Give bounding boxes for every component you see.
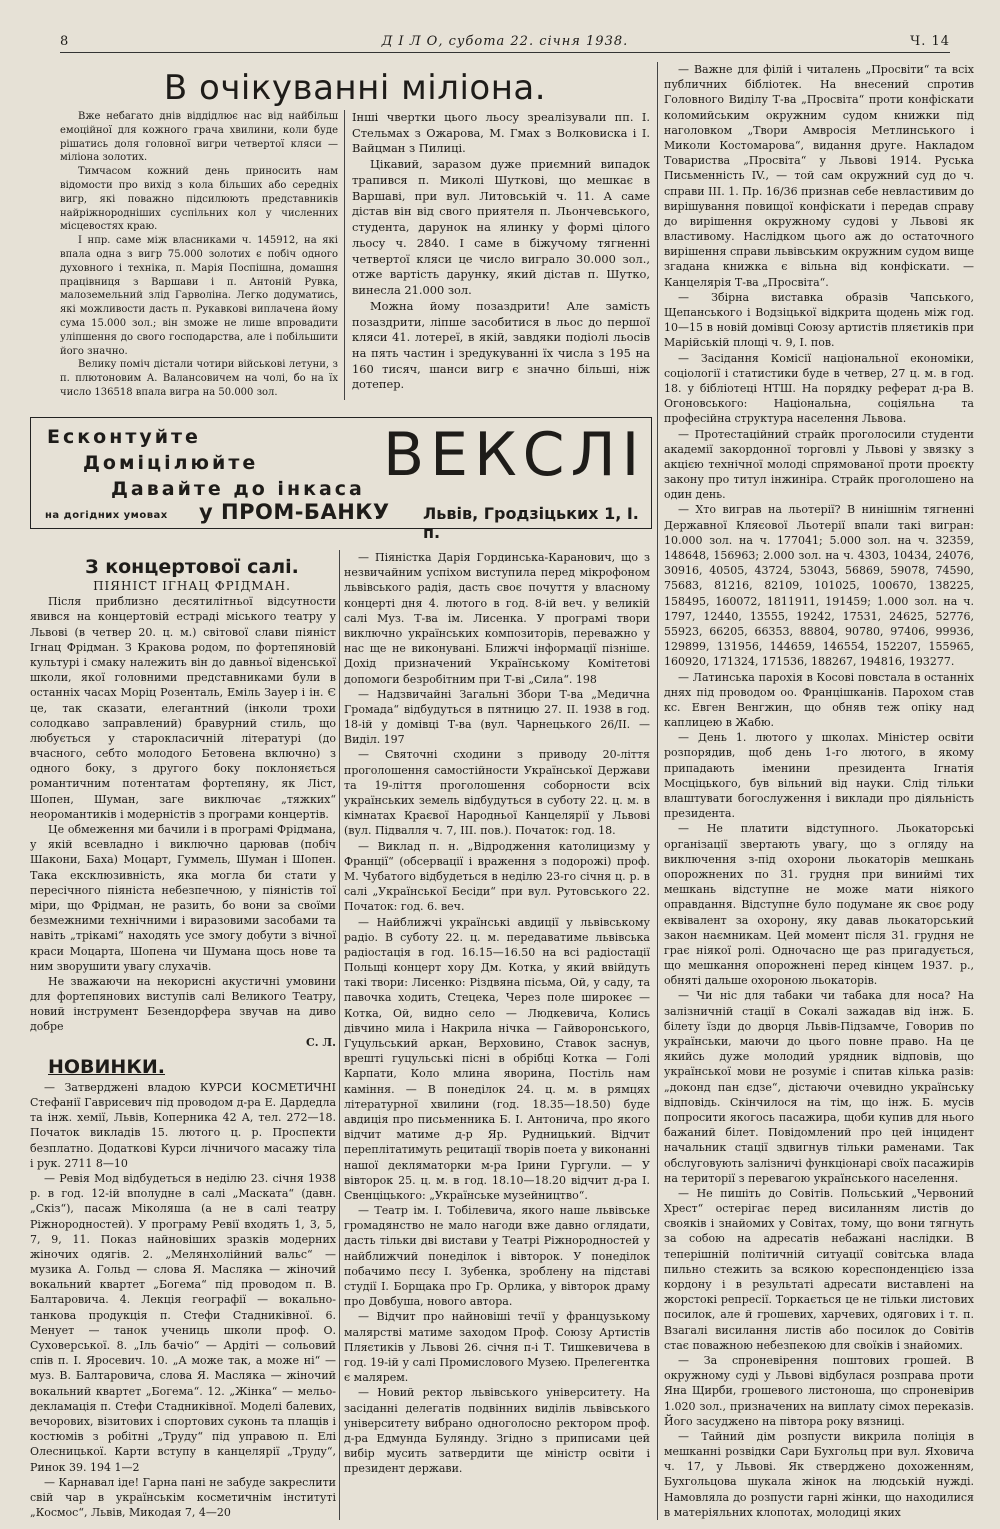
- column-rule: [657, 62, 658, 1520]
- news-item: — Хто виграв на льотерії? В нинішнім тягненні Державної Кляєової Льотерії впали такі вигран: 10.000 зол. на ч. 177041; 5.000 зол. на ч. 32359, 148648, 156963; 2.000 зол. на ч. 4303, 10434, 24076, 30916, 40505, 43724, 53043, 56869, 59078, 74590, 75683, 81216, 82109, 101025, 100670, 138225, 158495, 160072, 1811911, 191459; 1.000 зол. на ч. 1797, 12440, 13555, 19242, 17531, 24625, 52776, 55923, 66205, 66353, 88804, 90780, 97406, 99936, 129899, 131956, 144659, 146554, 152207, 155965, 160920, 171324, 171536, 188267, 194816, 193277.: [664, 503, 974, 669]
- concert-paragraph: Після приблизно десятилітньої відсутности явився на концертовій естраді міського театру у Львові (в четвер 20. ц. м.) світової слави піяніст Ігнац Фрідман. З Кракова родом, по фортепяновій культурі і смаку належить він до давньої віденської школи, якої головними представниками були в останніх часах Моріц Розенталь, Еміль Зауер і ін. Є це, так сказати, елегантний (інколи трохи солодкаво заправлений) бравурний стиль, що любується у старокласичній літературі (до вчасного, себто молодого Бетовена включно) з одного боку, з другого боку поклоняється романтичним потентатам фортепяну, як Ліст, Шопен, Шуман, заге виключає „тяжких“ неоромантиків і модерністів з програми концертів.: [30, 595, 336, 821]
- ad-headline-bills: ВЕКСЛІ: [383, 420, 646, 490]
- concert-subtitle: ПІЯНІСТ ІГНАЦ ФРІДМАН.: [93, 579, 291, 593]
- news-item: — Святочні сходини з приводу 20-ліття проголошення самостійности Української Держави та 19-ліття проголошення соборности всіх українських земель відбудуться в суботу 22. ц. м. в кімнатах Краєвої Народньої Канцелярії у Львові (вул. Підвалля ч. 7, III. пов.). Початок: год. 18.: [344, 748, 650, 838]
- news-item: — Не пишіть до Совітів. Польський „Червоний Хрест“ остерігає перед висиланням листів до свояків і знайомих у Совітах, тому, що вони тягнуть за собою на адресатів небажані наслідки. В теперішній політичній ситуації совітська влада пильно стежить за всякою кореспонденцією ізза кордону і в результаті адресати виставлені на жорстокі репресії. Торкається це не тільки листових посилок, але й грошевих, харчевих, одягових і т. п. Взагалі висилання листів або посилок до Совітів стає поважною небезпекою для своїків і знайомих.: [664, 1186, 974, 1352]
- ad-terms: на догідних умовах: [45, 510, 168, 521]
- concert-signature: С. Л.: [306, 1035, 336, 1049]
- concert-title: З концертової салі.: [85, 556, 299, 578]
- news-item: — Латинська парохія в Косові повстала в останніх днях під проводом оо. Францішканів. Парохом став кс. Евген Венгжин, що обняв теж опіку над каплицею в Жабю.: [664, 670, 974, 730]
- lottery-column-right: [352, 110, 650, 393]
- column-rule: [339, 550, 340, 1520]
- concert-paragraph: Не зважаючи на некорисні акустичні умовини для фортепянових виступів салі Великого Театру, новий інструмент Безендорфера звучав на диво добре: [30, 974, 336, 1034]
- column-rule: [344, 110, 345, 400]
- lottery-paragraph: Цікавий, заразом дуже приємний випадок трапився п. Миколі Шутковi, що мешкає в Варшаві, при вул. Литовській ч. 11. А саме дістав він від свого приятеля п. Льончевського, студента, дарунок на ялинку у формі цілого льосу ч. 2840. І саме в біжучому тягненні четвертої кляси це число виграло 30.000 зол., отже вартість дарунку, який дістав п. Шутко, винесла 21.000 зол.: [352, 157, 650, 298]
- lottery-paragraph: Можна йому позаздрити! Але замість позаздрити, ліпше засобитися в льос до першої кляси 41. лотереї, в якій, завдяки подіолі льосів на пять частин і зредукуванні їх числа з 195 на 160 тисяч, шанси вигр є значно більші, ніж дотепер.: [352, 298, 650, 392]
- news-item: — Новий ректор львівського університету. На засіданні делегатів подвінних виділів львівського університету вибрано одноголосно ректором проф. д-ра Едмунда Булянду. Згідно з приписами цей вибір мусить затвердити ще міністр освіти і президент держави.: [344, 1386, 650, 1476]
- news-title: НОВИНКИ.: [48, 1055, 165, 1078]
- lottery-paragraph: Інші чвертки цього льосу зреалізували пп. І. Стельмах з Ожарова, М. Гмах з Волковиска і І. Вайцман з Пилиці.: [352, 110, 650, 156]
- ad-address: Львів, Гродзіцьких 1, І. п.: [423, 504, 639, 542]
- news-item: — Театр ім. І. Тобілевича, якого наше львівське громадянство не мало нагоди вже давно оглядати, дасть тільки дві вистави у Театрі Ріжнородностей у найближчий понеділок і вівторок. У понеділок побачимо пєсу І. Зубенка, зроблену на підставі студії І. Борщака про Гр. Орлика, у вівторок драму про Довбуша, нового автора.: [344, 1204, 650, 1309]
- ad-line-domicile: Доміцілюйте: [83, 452, 259, 474]
- news-item: — Протестаційний страйк проголосили студенти академії закордонної торговлі у Львові у звязку з акцією технічної молоді спрямованої проти проєкту закону про титул інжиніра. Страйк проголошено на один день.: [664, 427, 974, 502]
- bank-advertisement: [30, 417, 652, 542]
- news-item: — Не платити відступного. Льокаторські організації звертають увагу, що з огляду на виключення з-під охорони льокаторів мешкань опорожнених по 31. грудня при виниймі тих мешкань відступне не може мати ніякого оправдання. Відступне було подумане як своє роду еквівалент за охорону, яку давав льокаторський закон наємникам. Цей момент після 31. грудня не грає ніякої ролі. Одночасно ще раз пригадується, що мешкання опорожнені перед кінцем 1937. р., обняті дальше охороною льокаторів.: [664, 822, 974, 988]
- ad-line-collection: Давайте до інкаса: [111, 478, 365, 500]
- ad-line-discount: Есконтуйте: [47, 426, 201, 448]
- masthead-date: Д І Л О, субота 22. січня 1938.: [381, 34, 629, 49]
- news-item: — Надзвичайні Загальні Збори Т-ва „Медична Громада“ відбудуться в пятницю 27. II. 1938 в год. 18-ій у домівці Т-ва (вул. Чарнецького 26/II. — Виділ. 197: [344, 687, 650, 747]
- lottery-paragraph: Велику поміч дістали чотири військові летуни, з п. плютоновим А. Валансовичем на чолі, бо на їх число 136518 впала вигра на 50.000 зол.: [60, 359, 338, 398]
- news-item: — Важне для філій і читалень „Просвіти“ та всіх публичних бібліотек. На внесений спротив Головного Виділу Т-ва „Просвіта“ проти конфіскати коломийським окружним судом книжки під наголовком „Твори Амвросія Метлинського і Миколи Костомарова“, видання друге. Накладом Товариства „Просвіта“ у Львові 1914. Руська Письменність IV., — той сам окружний суд до ч. справи III. 1. Пр. 16/36 признав себе невластивим до вирішування повищої конфіскати і передав справу до вирішення окружному судові у Львові як властивому. Наслідком цього аж до остаточного вирішення справи львівським окружним судом вище згадана книжка є вільна від конфіскати. — Канцелярія Т-ва „Просвіта“.: [664, 63, 974, 289]
- news-item: — Ревія Мод відбудеться в неділю 23. січня 1938 р. в год. 12-ій вполудне в салі „Маската“ (давн. „Скіз“), пасаж Міколяша (а не в салі театру Ріжнородностей). У програму Ревії входять 1, 3, 5, 7, 9, 11. Показ найновіших зразків модерних жіночих одягів. 2. „Мелянхолійний вальс“ — музика А. Гольд — слова Я. Масляка — жіночий вокальний квартет „Богема“ під проводом п. В. Балтаровича. 4. Лекція географії — вокально-танкова продукція п. Стефи Стадниківної. 6. Менует — танок учениць школи проф. О. Суховерської. 8. „Іль бачіо“ — Ардіті — сольовий спів п. І. Яросевич. 10. „А може так, а може ні“ — муз. В. Балтаровича, слова Я. Масляка — жіночий вокальний квартет „Богема“. 12. „Жінка“ — мельо-декламація п. Стефи Стадниківної. Моделі балевих, вечорових, візитових і спортових суконь та плащів і костюмів з робітні „Труду“ під управою п. Елі Олесницької. Карти вступу в канцелярії „Труду“, Ринок 39. 194 1—2: [30, 1171, 336, 1474]
- news-item: — Збірна виставка образів Чапського, Щепанського і Водзіцької відкрита щодень між год. 10—15 в новій домівці Союзу артистів пляєтиків при Марійській площі ч. 9, І. пов.: [664, 290, 974, 350]
- page-number: 8: [60, 34, 70, 49]
- left-column: [30, 555, 336, 1520]
- news-item: — Затверджені владою КУРСИ КОСМЕТИЧНІ Стефанії Гаврисевич під проводом д-ра Е. Дардедла та інж. хемії, Львів, Коперника 42 А, тел. 272—18. Початок викладів 15. лютого ц. р. Проспекти безплатно. Додаткові Курси лічничого масажу тіла і рук. 2711 8—10: [30, 1080, 336, 1170]
- right-column: [664, 62, 974, 1520]
- news-item: — День 1. лютого у школах. Міністер освіти розпорядив, щоб день 1-го лютого, в якому припадають іменини президента Ігнатія Мосціцького, був вільний від науки. Слід тільки влаштувати богослуження і виклади про діяльність президента.: [664, 731, 974, 821]
- page-header: [60, 34, 950, 53]
- lottery-paragraph: Тимчасом кожний день приносить нам відомости про вихід з кола більших або середніх вигр, які поважно підсилюють представників найріжнородніших суспільних кол у численних місцевостях краю.: [60, 166, 338, 233]
- news-item: — Відчит про найновіші течії у французькому малярстві матиме заходом Проф. Союзу Артистів Пляєтиків у Львові 26. січня п-і Т. Тишкевичева в год. 19-ій у салі Промислового Музею. Прелегентка є малярем.: [344, 1310, 650, 1385]
- news-item: — Карнавал іде! Гарна пані не забуде закреслити свій чар в українськім косметичнім інституті „Космос“, Львів, Микодая 7, 4—20: [30, 1475, 336, 1520]
- news-item: — Тайний дім розпусти викрила поліція в мешканні розвідки Сари Бухгольц при вул. Яховича ч. 17, у Львові. Як стверджено дохоженням, Бухгольцова шукала жінок на людській нужді. Намовляла до розпусти гарні жінки, що находилися в матеріяльних клопотах, молодиці яких: [664, 1429, 974, 1519]
- lottery-headline: В очікуванні міліона.: [163, 68, 547, 108]
- news-item: — Чи ніс для табаки чи табака для носа? На залізничній стації в Сокалі зажадав від інж. Б. білету їзди до дворця Львів-Підзамче, Говорив по українськи, маючи до цього повне право. На це якийсь дуже молодий урядник відповів, що української мови не розуміє і спитав кілька разів: „доконд пан єдзе“, дістаючи очевидно українську відповідь. Скінчилося на тім, що інж. Б. мусів попросити якогось пасажира, щоби купив для нього бажаний білет. Повідомлений про цей інцидент начальник стації здвигнув тільки раменами. Так обслуговують залізничі функціонарі своїх пасажирів на території з перевагою українського населення.: [664, 989, 974, 1185]
- news-item: — Найближчі українські авдиції у львівському радіо. В суботу 22. ц. м. передаватиме львівська радіостація в год. 16.15—16.50 на всі радіостації Польщі концерт хору Дм. Котка, у який ввійдуть такі твори: Лисенко: Різдвяна пісьма, Ой, у саду, та павочка ходить, Стецека, Через поле широкеє — Котка, Ой, видно село — Людкевича, Колись дівчино мила і Накрила нічка — Гайворонського, Гуцульський аркан, Верховино, Ставок заснув, врешті гуцульські пісні в обрібці Котка — Голі Карпати, Коло млина яворина, Постіль нам каміння. — В понеділок 24. ц. м. в рямцях літературної хвилини (год. 18.35—18.50) буде авдиція про письменника Б. І. Антонича, про якого відчит матиме д-р Яр. Рудницький. Відчит переплітатимуть рецитації творів поета у виконанні нашої декляматорки м-ра Ірини Гургули. — У вівторок 25. ц. м. в год. 18.10—18.20 відчит д-ра І. Свенціцького: „Українське музейництво“.: [344, 915, 650, 1202]
- news-item: — За спроневірення поштових грошей. В окружному суді у Львові відбулася розправа проти Яна Щирби, грошевого листоноша, що спроневірив 1.020 зол., призначених на виплату сімох переказів. Його засуджено на півтора року вязниці.: [664, 1353, 974, 1428]
- ad-bank-name: у ПРОМ-БАНКУ: [199, 500, 390, 524]
- lottery-column-left: [60, 110, 338, 400]
- lottery-paragraph: Вже небагато днів віддідлює нас від найбільш емоційної для кожного грача хвилини, коли буде рішатись доля головної вигри четвертої кляси — міліона золотих.: [60, 111, 338, 164]
- issue-number: Ч. 14: [910, 34, 950, 49]
- news-item: — Засідання Комісії національної економіки, соціології і статистики буде в четвер, 27 ц. м. в год. 18. у бібліотеці НТШ. На порядку реферат д-ра В. Огоновського: Національна, соціяльна та професійна структура населення Львова.: [664, 351, 974, 426]
- news-item: — Виклад п. н. „Відродження католицизму у Франції“ (обсервації і враження з подорожі) проф. М. Чубатого відбудеться в неділю 23-го січня ц. р. в салі „Української Бесіди“ при вул. Рутовського 22. Початок: год. 6. веч.: [344, 839, 650, 914]
- news-item: — Піяністка Дарія Гординська-Каранович, що з незвичайним успіхом виступила перед мікрофоном львівського радія, дасть своє почуття у власному концерті дня 4. лютого в год. 8-ій веч. у великій салі Муз. Т-ва ім. Лисенка. У програмі твори виключно українських композиторів, переважно у нас ще не виконувані. Ближчі інформації пізніше. Дохід призначений Українському Комітетові допомоги безробітним при Т-ві „Сила“. 198: [344, 551, 650, 686]
- concert-paragraph: Це обмеження ми бачили і в програмі Фрідмана, у якій всевладно і виключно царював (побіч Шакони, Баха) Моцарт, Гуммель, Шуман і Шопен. Така ексклюзивність, яка могла би стати у пересічного піяніста небезпечною, у піяністів тої міри, що Фрідман, не разить, бо вони за своїми безмежними технічними і виразовими засобами та навіть „трікамі“ находять усе змогу добути з вічної краси Моцарта, Шопена чи Шумана щось нове та ним зворушити увагу слухачів.: [30, 823, 336, 973]
- lottery-paragraph: І нпр. саме між власниками ч. 145912, на які впала одна з вигр 75.000 золотих є побіч одного духовного і техніка, п. Марія Поспішна, домашня працівниця з Варшави і п. Антоній Рувка, малоземельний злід Гарволіна. Легко додуматись, які можливости дасть п. Рукавкові виплачена йому сума 15.000 зол.; він зможе не лише впровадити уліпшення до свого господарства, але і побільшити його значно.: [60, 235, 338, 357]
- middle-column: [344, 550, 650, 1476]
